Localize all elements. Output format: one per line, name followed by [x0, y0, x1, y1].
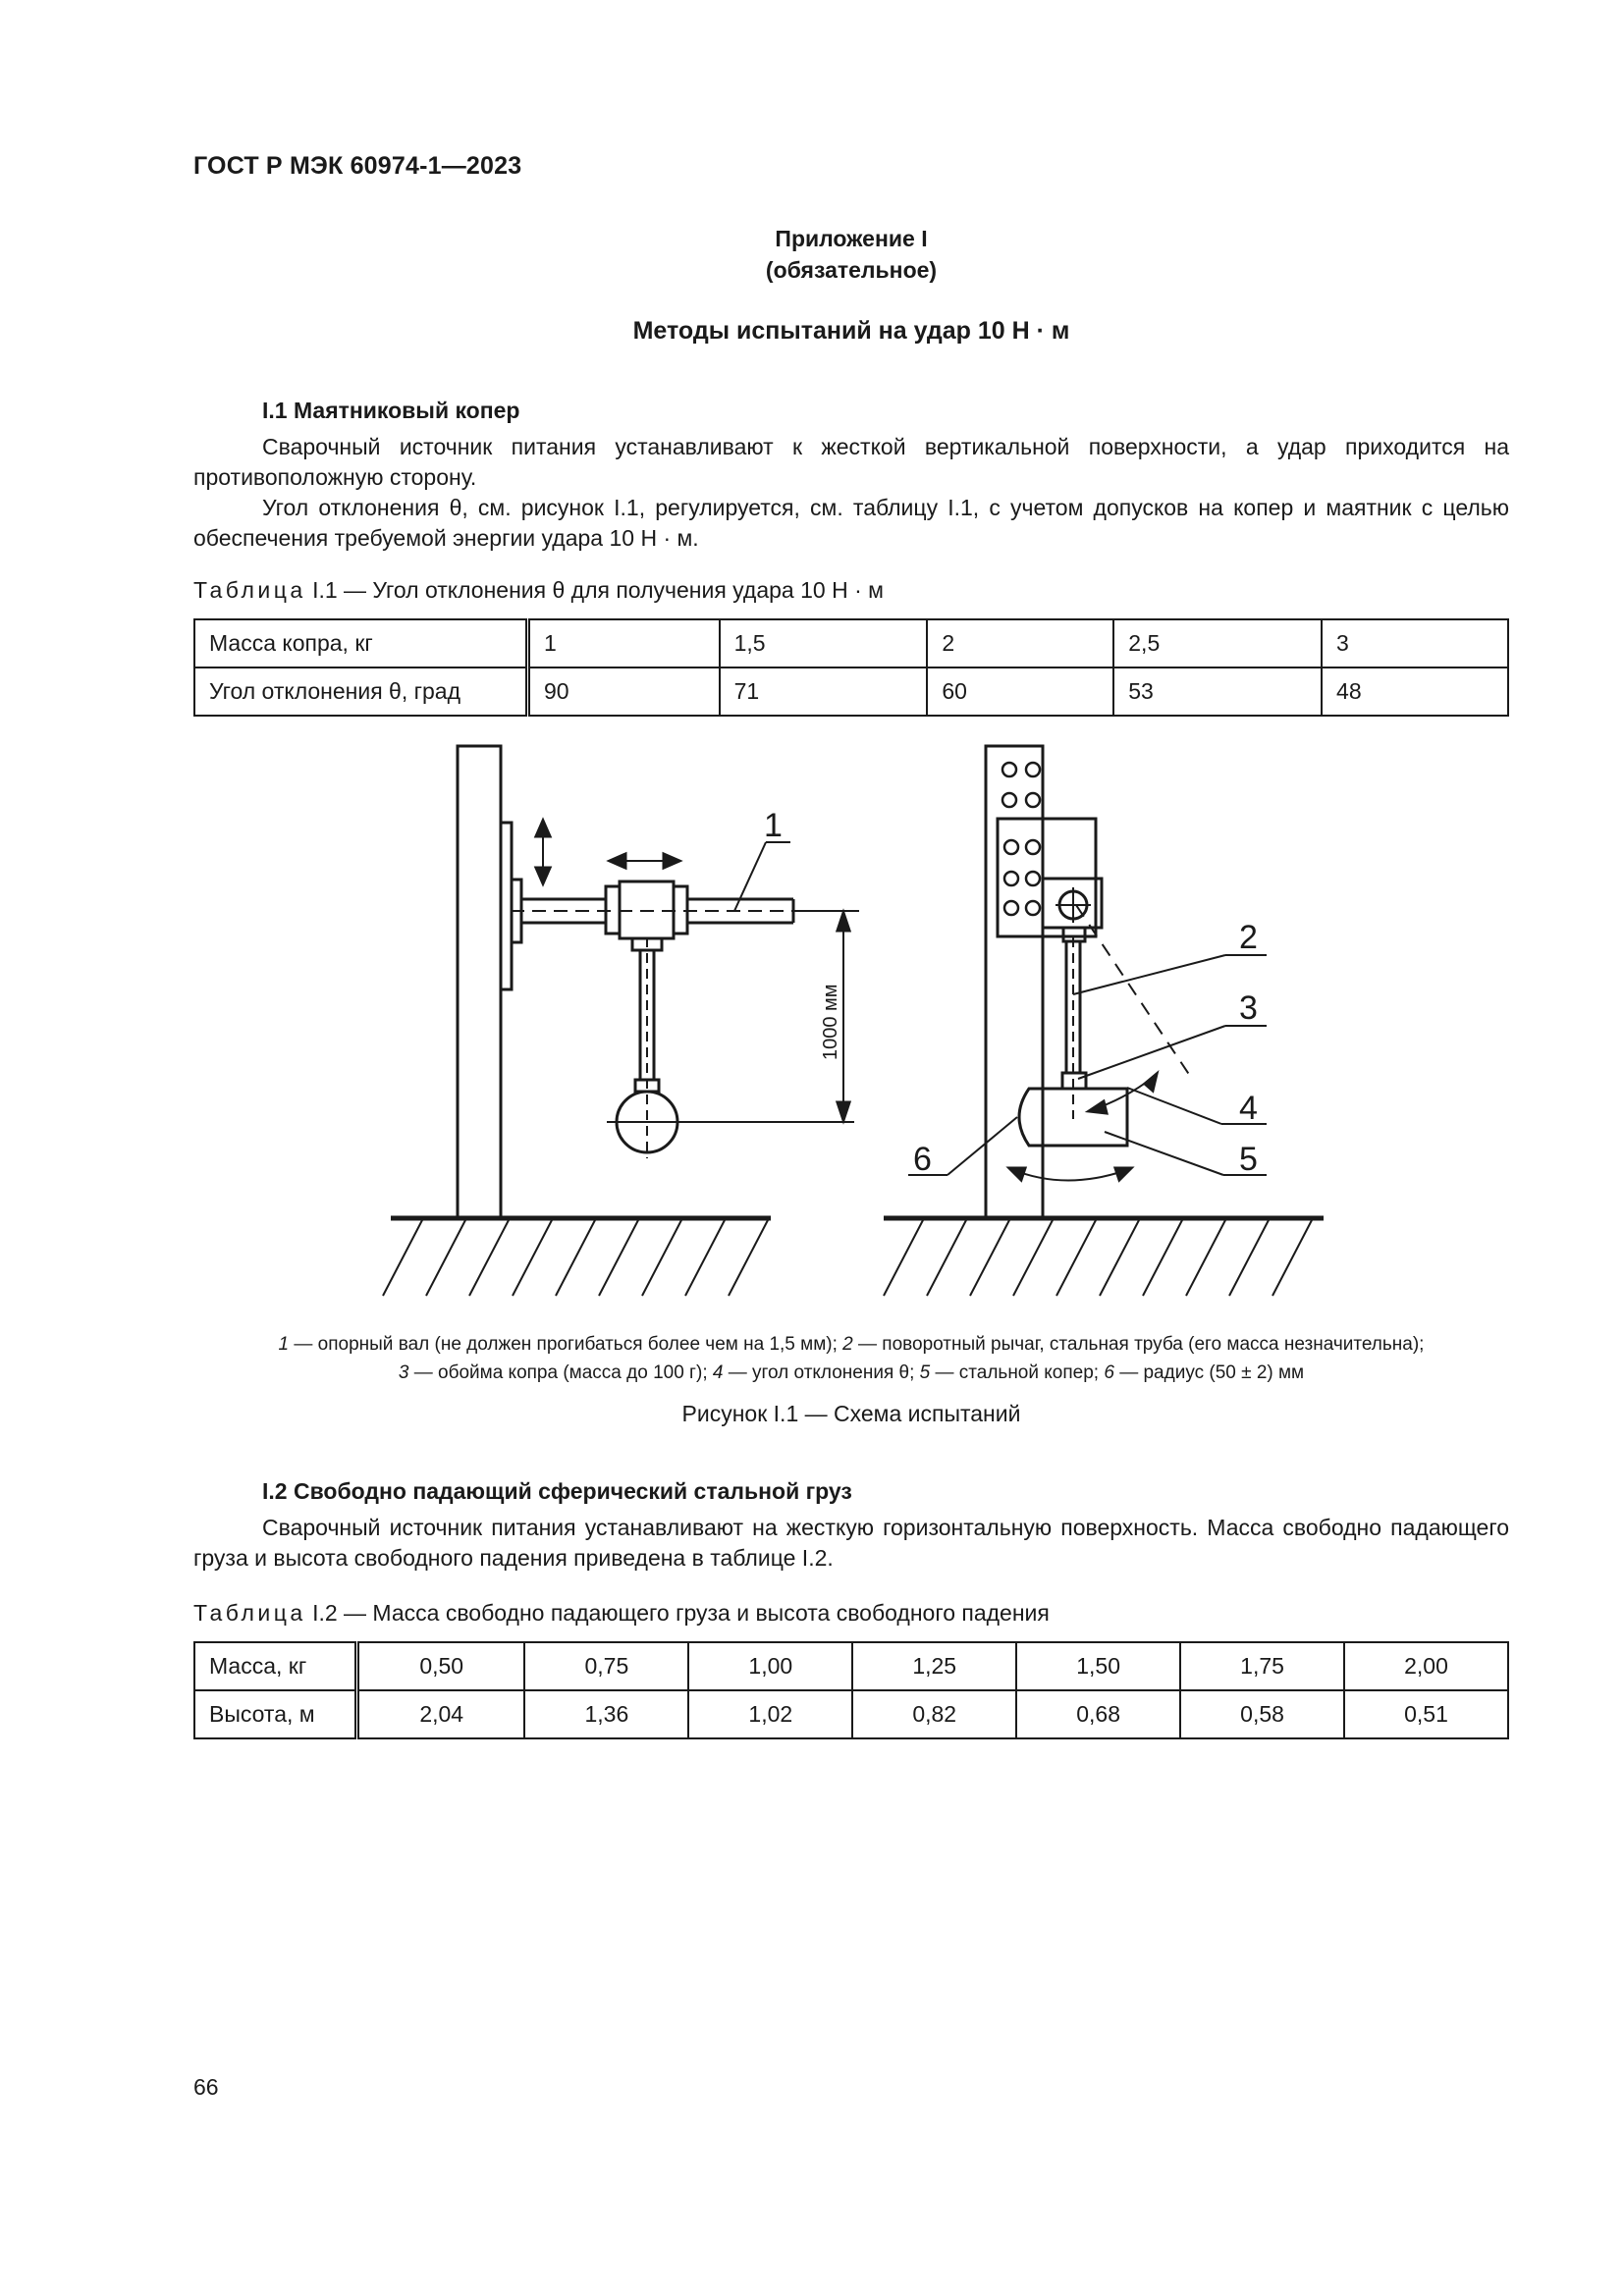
table-cell: 2,00: [1344, 1642, 1508, 1690]
table-1-caption-text: I.1 — Угол отклонения θ для получения удара 10 Н · м: [305, 577, 884, 603]
section-1-text: [193, 432, 1509, 554]
table-cell: 0,50: [357, 1642, 525, 1690]
table-1-caption: [193, 577, 884, 604]
table-cell: 0,75: [524, 1642, 688, 1690]
table-cell: 1,36: [524, 1690, 688, 1738]
table-2-caption: [193, 1600, 1050, 1627]
table-cell: 1,75: [1180, 1642, 1344, 1690]
table-cell: 3: [1322, 619, 1508, 667]
section-1-title: I.1 Маятниковый копер: [262, 398, 520, 423]
figure-legend-line-2: 3 — обойма копра (масса до 100 г); 4 — угол отклонения θ; 5 — стальной копер; 6 — радиус (50 ± 2) мм: [398, 1362, 1305, 1383]
table-cell: 0,82: [852, 1690, 1016, 1738]
figure-legend: [193, 1330, 1509, 1387]
table-cell: 71: [720, 667, 928, 716]
document-code: ГОСТ Р МЭК 60974-1—2023: [193, 152, 522, 180]
page-number: 66: [193, 2074, 219, 2100]
table-cell: 2: [927, 619, 1113, 667]
table-cell: 0,68: [1016, 1690, 1180, 1738]
leader-lines-right: [908, 955, 1267, 1175]
table-row: [194, 1642, 1508, 1690]
table-row: [194, 619, 1508, 667]
table-cell: 1: [528, 619, 720, 667]
table-cell: 60: [927, 667, 1113, 716]
table-row: [194, 667, 1508, 716]
table-cell: 90: [528, 667, 720, 716]
dimension-label: 1000 мм: [820, 984, 841, 1060]
table-cell: Масса копра, кг: [194, 619, 528, 667]
test-setup-figure: [373, 731, 1335, 1310]
annex-title: Методы испытаний на удар 10 Н · м: [632, 317, 1070, 345]
table-cell: 0,58: [1180, 1690, 1344, 1738]
ground-hatch-right: [884, 1220, 1312, 1296]
figure-caption: Рисунок I.1 — Схема испытаний: [681, 1401, 1021, 1426]
section-2-paragraph-1: Сварочный источник питания устанавливают на жесткую горизонтальную поверхность. Масса свободно падающего груза и высота свободного падения приведена в таблице I.2.: [193, 1515, 1509, 1571]
table-cell: 0,51: [1344, 1690, 1508, 1738]
table-cell: 48: [1322, 667, 1508, 716]
table-cell: 1,5: [720, 619, 928, 667]
table-2-caption-word: Таблица: [193, 1600, 306, 1626]
table-1-caption-word: Таблица: [193, 577, 306, 603]
vertical-wall-right: [986, 746, 1043, 1218]
table-1: [193, 618, 1509, 717]
figure-label-5: 5: [1239, 1141, 1258, 1178]
section-2-title: I.2 Свободно падающий сферический стальной груз: [262, 1478, 852, 1504]
section-1-paragraph-2: Угол отклонения θ, см. рисунок I.1, регулируется, см. таблицу I.1, с учетом допусков на копер и маятник с целью обеспечения требуемой энергии удара 10 Н · м.: [193, 495, 1509, 551]
figure-label-2: 2: [1239, 919, 1258, 956]
figure-label-3: 3: [1239, 989, 1258, 1027]
table-cell: Масса, кг: [194, 1642, 357, 1690]
table-2: [193, 1641, 1509, 1739]
figure-label-4: 4: [1239, 1090, 1258, 1127]
table-row: [194, 1690, 1508, 1738]
figure-label-6: 6: [913, 1141, 932, 1178]
table-2-caption-text: I.2 — Масса свободно падающего груза и высота свободного падения: [305, 1600, 1050, 1626]
table-cell: Угол отклонения θ, град: [194, 667, 528, 716]
table-cell: 1,00: [688, 1642, 852, 1690]
table-cell: 2,04: [357, 1690, 525, 1738]
section-2-text: [193, 1513, 1509, 1574]
annex-status: (обязательное): [765, 257, 938, 283]
table-cell: 2,5: [1113, 619, 1322, 667]
table-cell: Высота, м: [194, 1690, 357, 1738]
vertical-wall-left: [458, 746, 501, 1218]
annex-label: Приложение I: [775, 226, 928, 251]
table-cell: 53: [1113, 667, 1322, 716]
figure-legend-line-1: 1 — опорный вал (не должен прогибаться более чем на 1,5 мм); 2 — поворотный рычаг, стальная труба (его масса незначительна);: [278, 1334, 1425, 1355]
section-1-paragraph-1: Сварочный источник питания устанавливают к жесткой вертикальной поверхности, а удар приходится на противоположную сторону.: [193, 434, 1509, 490]
figure-label-1: 1: [764, 807, 783, 844]
ground-hatch-left: [383, 1220, 768, 1296]
table-cell: 1,02: [688, 1690, 852, 1738]
table-cell: 1,50: [1016, 1642, 1180, 1690]
table-cell: 1,25: [852, 1642, 1016, 1690]
